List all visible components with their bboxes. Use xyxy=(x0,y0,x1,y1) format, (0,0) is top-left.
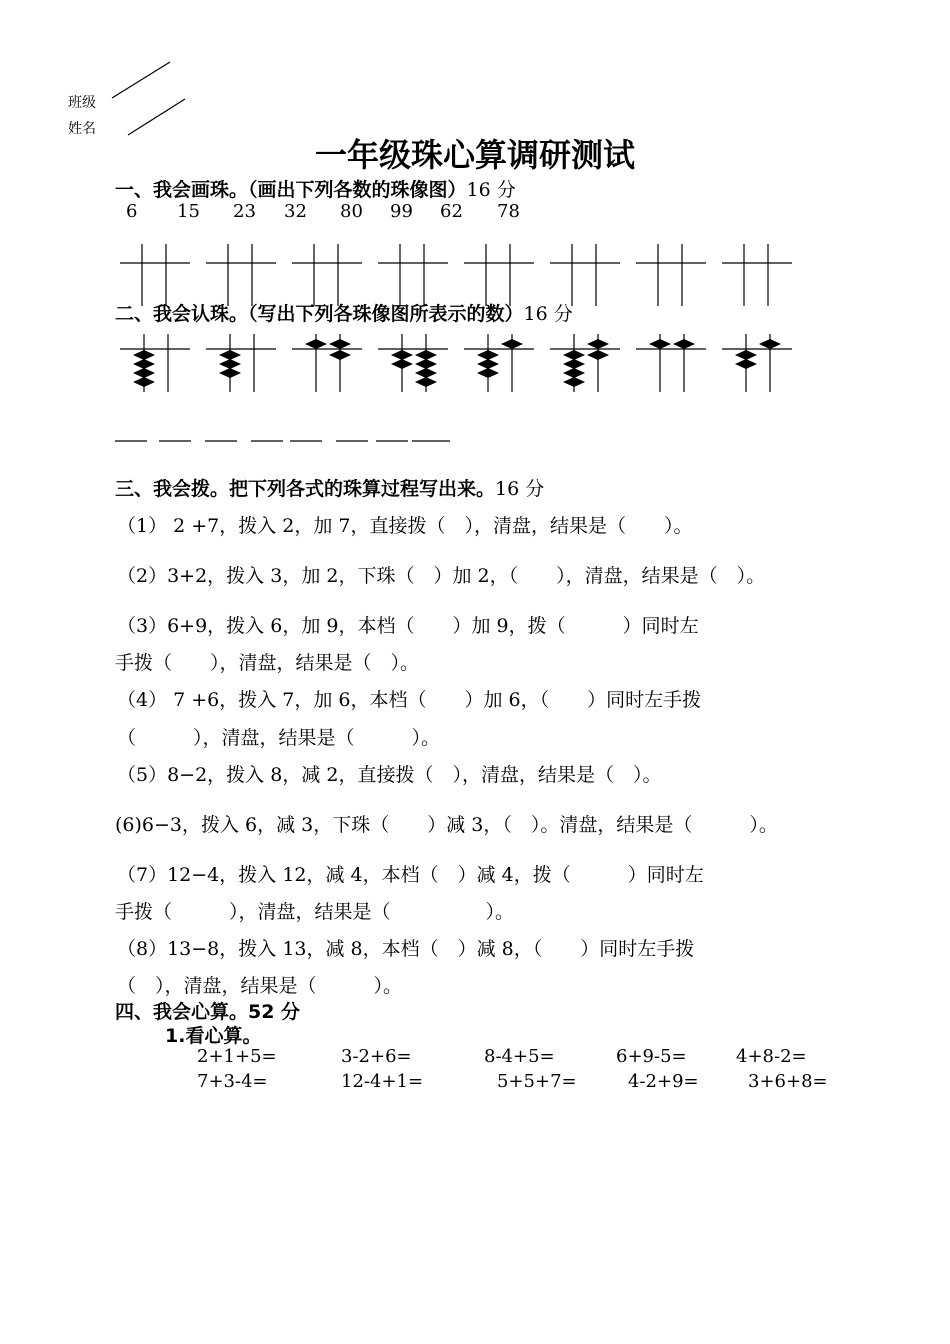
bead xyxy=(563,368,585,378)
bead xyxy=(329,339,351,349)
class-label: 班级 xyxy=(68,95,96,111)
abacus-figure xyxy=(292,334,362,392)
calc-item: 3+6+8= xyxy=(748,1071,828,1092)
abacus-figure xyxy=(722,334,792,392)
bead xyxy=(133,368,155,378)
bead xyxy=(563,350,585,360)
bead xyxy=(133,359,155,369)
calc-item: 4-2+9= xyxy=(628,1071,699,1092)
bead xyxy=(305,339,327,349)
s3-line-2: （2）3+2，拨入 3，加 2，下珠（ ）加 2，（ ），清盘，结果是（ ）。 xyxy=(117,565,766,587)
s1-number: 80 xyxy=(340,201,363,222)
bead xyxy=(329,350,351,360)
bead xyxy=(415,377,437,387)
s1-number: 6 xyxy=(126,201,138,222)
empty-abacus-frame xyxy=(206,244,276,306)
bead xyxy=(759,339,781,349)
s3-line-5: （5）8−2，拨入 8，减 2，直接拨（ ），清盘，结果是（ ）。 xyxy=(117,764,662,786)
bead xyxy=(587,350,609,360)
s1-number: 32 xyxy=(284,201,307,222)
s3-line-1: （1） 2 +7，拨入 2，加 7，直接拨（ ），清盘，结果是（ ）。 xyxy=(117,515,693,537)
bead xyxy=(415,368,437,378)
section2-heading: 二、我会认珠。（写出下列各珠像图所表示的数）16 分 xyxy=(115,303,573,325)
s3-line-7b: 手拨（ ），清盘，结果是（ ）。 xyxy=(115,901,515,923)
bead xyxy=(735,359,757,369)
s1-number: 23 xyxy=(233,201,256,222)
abacus-figure xyxy=(378,334,448,392)
bead xyxy=(219,359,241,369)
empty-abacus-frame xyxy=(636,244,706,306)
s3-line-4a: （4） 7 +6，拨入 7，加 6，本档（ ）加 6，（ ）同时左手拨 xyxy=(117,689,702,711)
calc-item: 8-4+5= xyxy=(484,1046,555,1067)
draw-abacus-group xyxy=(120,244,792,306)
calc-item: 2+1+5= xyxy=(197,1046,277,1067)
bead xyxy=(673,339,695,349)
bead xyxy=(391,350,413,360)
abacus-figure xyxy=(120,334,190,392)
s1-number: 15 xyxy=(177,201,200,222)
calc-item: 7+3-4= xyxy=(197,1071,268,1092)
calc-item: 5+5+7= xyxy=(497,1071,577,1092)
abacus-figure xyxy=(206,334,276,392)
bead xyxy=(501,339,523,349)
empty-abacus-frame xyxy=(292,244,362,306)
bead xyxy=(477,368,499,378)
s3-line-8b: （ ），清盘，结果是（ ）。 xyxy=(117,975,403,997)
bead xyxy=(219,368,241,378)
empty-abacus-frame xyxy=(550,244,620,306)
s3-line-6: (6)6−3，拨入 6，减 3，下珠（ ）减 3，（ ）。清盘，结果是（ ）。 xyxy=(115,814,778,836)
calc-item: 4+8-2= xyxy=(736,1046,807,1067)
s1-number: 62 xyxy=(440,201,463,222)
abacus-figure xyxy=(464,334,534,392)
calc-item: 6+9-5= xyxy=(616,1046,687,1067)
bead xyxy=(219,350,241,360)
s3-line-4b: （ ），清盘，结果是（ ）。 xyxy=(117,727,441,749)
s1-number: 78 xyxy=(497,201,520,222)
s3-line-8a: （8）13−8，拨入 13，减 8，本档（ ）减 8，（ ）同时左手拨 xyxy=(117,938,695,960)
bead xyxy=(587,339,609,349)
section3-heading: 三、我会拨。把下列各式的珠算过程写出来。16 分 xyxy=(115,478,545,500)
page-title: 一年级珠心算调研测试 xyxy=(314,136,635,174)
abacus-figure xyxy=(550,334,620,392)
s3-line-7a: （7）12−4，拨入 12，减 4，本档（ ）减 4，拨（ ）同时左 xyxy=(117,864,704,886)
bead xyxy=(649,339,671,349)
calc-item: 12-4+1= xyxy=(341,1071,424,1092)
bead xyxy=(735,350,757,360)
name-slash-line xyxy=(128,99,185,135)
bead xyxy=(415,350,437,360)
s3-line-3a: （3）6+9，拨入 6，加 9，本档（ ）加 9，拨（ ）同时左 xyxy=(117,615,699,637)
empty-abacus-frame xyxy=(464,244,534,306)
abacus-figure xyxy=(636,334,706,392)
bead xyxy=(477,350,499,360)
empty-abacus-frame xyxy=(120,244,190,306)
s1-number: 99 xyxy=(390,201,413,222)
bead xyxy=(133,377,155,387)
section1-heading: 一、我会画珠。（画出下列各数的珠像图）16 分 xyxy=(115,179,516,201)
bead xyxy=(415,359,437,369)
bead xyxy=(563,377,585,387)
class-slash-line xyxy=(112,62,170,98)
name-label: 姓名 xyxy=(68,121,96,137)
bead xyxy=(133,350,155,360)
s3-line-3b: 手拨（ ），清盘，结果是（ ）。 xyxy=(115,652,420,674)
bead xyxy=(391,359,413,369)
bead xyxy=(477,359,499,369)
bead xyxy=(563,359,585,369)
section4-subheading: 1.看心算。 xyxy=(165,1025,262,1047)
section4-heading: 四、我会心算。52 分 xyxy=(115,1001,301,1023)
read-abacus-group xyxy=(120,334,792,392)
calc-item: 3-2+6= xyxy=(341,1046,412,1067)
empty-abacus-frame xyxy=(378,244,448,306)
empty-abacus-frame xyxy=(722,244,792,306)
